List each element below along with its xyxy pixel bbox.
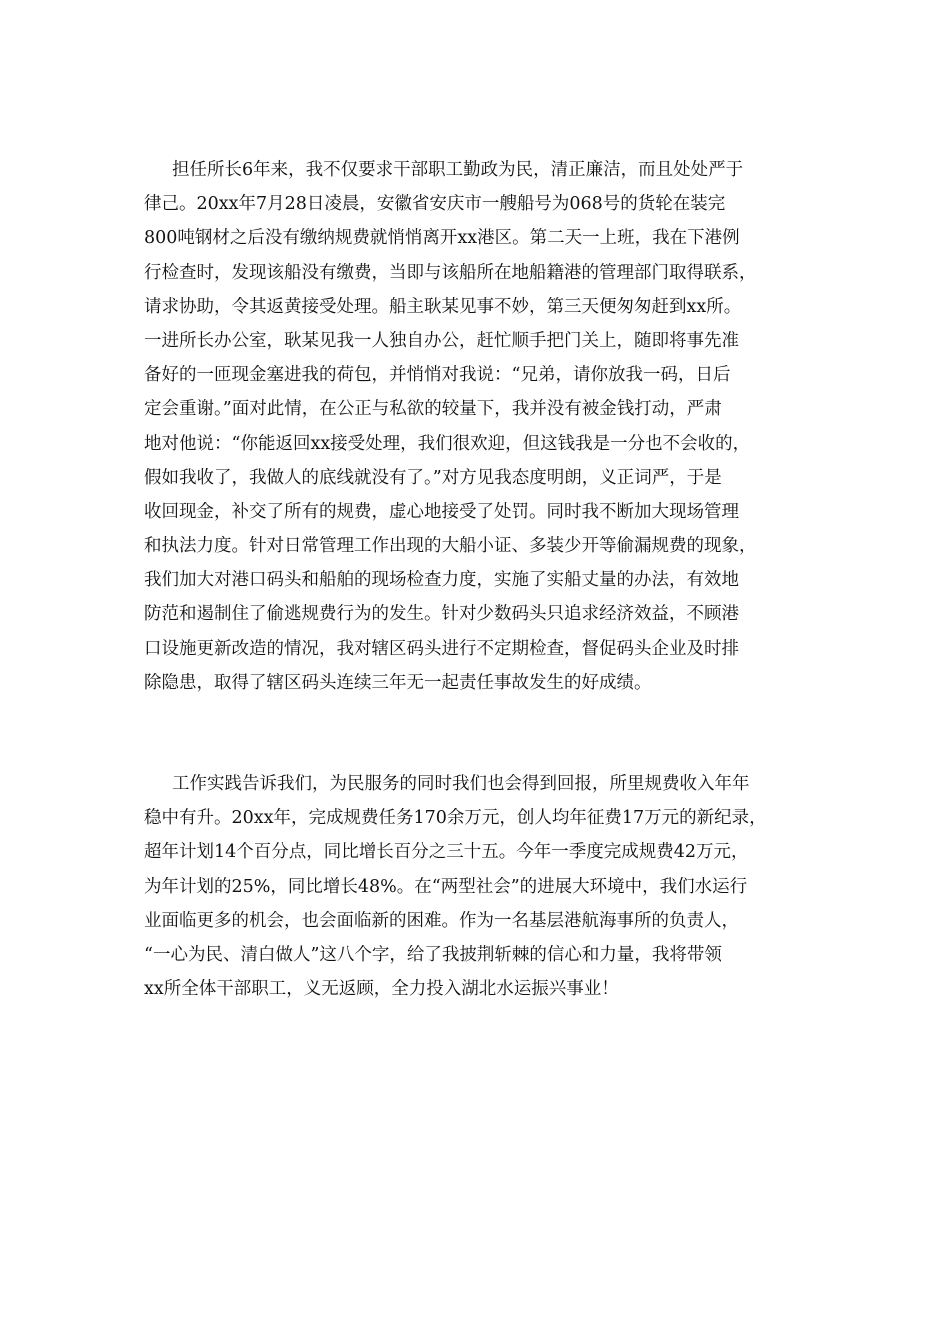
paragraph-line: 地对他说：“你能返回xx接受处理，我们很欢迎，但这钱我是一分也不会收的， (144, 433, 751, 454)
paragraph-2 (144, 767, 824, 1006)
paragraph-line: 和执法力度。针对日常管理工作出现的大船小证、多装少开等偷漏规费的现象， (144, 536, 757, 557)
paragraph-line: “一心为民、清白做人”这八个字，给了我披荆斩棘的信心和力量，我将带领 (144, 944, 722, 965)
paragraph-line: 担任所长6年来，我不仅要求干部职工勤政为民，清正廉洁，而且处处严于 (172, 160, 744, 180)
paragraph-line: 业面临更多的机会，也会面临新的困难。作为一名基层港航海事所的负责人， (144, 910, 739, 931)
paragraph-line: 一进所长办公室，耿某见我一人独自办公，赶忙顺手把门关上，随即将事先准 (144, 330, 739, 351)
paragraph-line: 行检查时，发现该船没有缴费，当即与该船所在地船籍港的管理部门取得联系， (144, 262, 757, 283)
paragraph-line: 稳中有升。20xx年，完成规费任务170余万元，创人均年征费17万元的新纪录， (144, 808, 767, 829)
paragraph-line: 800吨钢材之后没有缴纳规费就悄悄离开xx港区。第二天一上班，我在下港例 (144, 228, 740, 249)
paragraph-line: 口设施更新改造的情况，我对辖区码头进行不定期检查，督促码头企业及时排 (144, 638, 739, 659)
paragraph-1 (144, 153, 824, 700)
paragraph-line: 我们加大对港口码头和船舶的现场检查力度，实施了实船丈量的办法，有效地 (144, 570, 739, 591)
paragraph-line: 除隐患，取得了辖区码头连续三年无一起责任事故发生的好成绩。 (144, 672, 652, 693)
paragraph-line: 假如我收了，我做人的底线就没有了。”对方见我态度明朗，义正词严，于是 (144, 467, 722, 488)
paragraph-line: 定会重谢。”面对此情，在公正与私欲的较量下，我并没有被金钱打动，严肃 (144, 399, 722, 420)
paragraph-line: 收回现金，补交了所有的规费，虚心地接受了处罚。同时我不断加大现场管理 (144, 501, 739, 522)
paragraph-line: 防范和遏制住了偷逃规费行为的发生。针对少数码头只追求经济效益，不顾港 (144, 604, 739, 625)
paragraph-line: 律己。20xx年7月28日凌晨，安徽省安庆市一艘船号为068号的货轮在装完 (144, 194, 726, 215)
paragraph-line: 请求协助，令其返黄接受处理。船主耿某见事不妙，第三天便匆匆赶到xx所。 (144, 296, 742, 317)
paragraph-line: 备好的一匝现金塞进我的荷包，并悄悄对我说：“兄弟，请你放我一码，日后 (144, 365, 731, 386)
paragraph-line: 工作实践告诉我们，为民服务的同时我们也会得到回报，所里规费收入年年 (172, 774, 750, 794)
paragraph-line: 超年计划14个百分点，同比增长百分之三十五。今年一季度完成规费42万元， (144, 842, 749, 863)
paragraph-line: xx所全体干部职工，义无返顾，全力投入湖北水运振兴事业！ (144, 979, 619, 1000)
paragraph-line: 为年计划的25%，同比增长48%。在“两型社会”的进展大环境中，我们水运行 (144, 876, 748, 897)
